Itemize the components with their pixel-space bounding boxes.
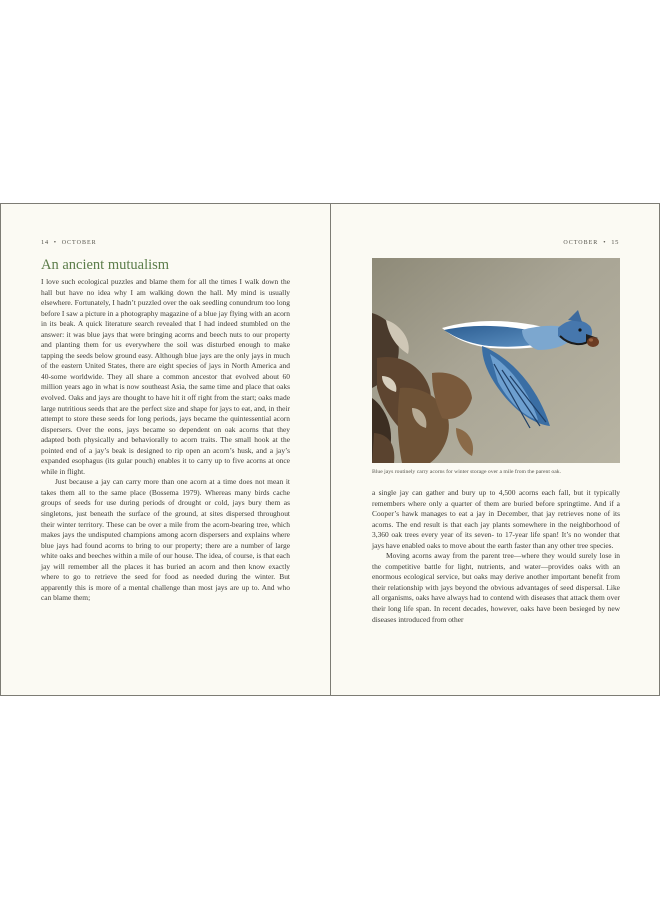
right-running-title: OCTOBER — [563, 240, 599, 246]
blue-jay-photo — [372, 258, 620, 463]
right-running-head — [563, 239, 619, 246]
right-paragraph-1: a single jay can gather and bury up to 4,500 acorns each fall, but it typically remembers where only a quarter of them are buried before springtime. And if a Cooper’s hawk manages to eat a jay in December, that jay retrieves none of its acorns. The end result is that each jay plants somewhere in the neighborhood of 3,360 oak trees every year of its seven- to 17-year life span! It’s no wonder that jays have enabled oaks to move about the earth faster than any other tree species. — [372, 488, 620, 550]
section-title: An ancient mutualism — [41, 257, 170, 273]
right-folio: 15 — [611, 239, 619, 246]
book-spread — [0, 203, 660, 698]
left-folio: 14 — [41, 239, 49, 246]
photo-caption: Blue jays routinely carry acorns for winter storage over a mile from the parent oak. — [372, 469, 562, 475]
left-running-head — [41, 239, 97, 246]
right-page — [330, 203, 660, 696]
left-page — [0, 203, 331, 696]
right-paragraph-2: Moving acorns away from the parent tree—where they would surely lose in the competitive battle for light, nutrients, and water—provides oaks with an enormous ecological service, but oaks may derive another important benefit from their relationship with jays beyond the obvious advantages of seed dispersal. Like all organisms, oaks have always had to contend with diseases that attack them over their long life span. In recent decades, however, oaks have been besieged by new diseases introduced from other — [372, 551, 620, 624]
left-paragraph-1: I love such ecological puzzles and blame them for all the times I walk down the hall but have no idea why I am walking down the hall. My mind is usually elsewhere. Fortunately, I hadn’t puzzled over the oak seedling conundrum too long before I saw a picture in a photography magazine of a blue jay flying with an acorn in its beak. A quick literature search revealed that I had indeed stumbled on the answer: it was blue jays that were bringing acorns and beech nuts to our property and planting them for us everywhere the soil was disturbed enough to make tapping the seeds below ground easy. Although blue jays are the only jays in much of the eastern United States, there are eight species of jays in North America and 40-some worldwide. They all share a common ancestor that evolved about 60 million years ago in what is now southeast Asia, the same time and place that oaks evolved. Oaks and jays are thought to have hit it off right from the start; oaks made large nutritious seeds that are the perfect size and shape for jays to eat, and, in their attempt to store these seeds for long periods, jays became the quintessential acorn dispersers. Over the eons, jays became so dependent on oak acorns that they adapted both physically and behaviorally to acorn traits. The small hook at the pointed end of a jay’s beak is designed to rip open an acorn’s husk, and a jay’s expanded esophagus (its gular pouch) enables it to carry up to five acorns at once while in flight. — [41, 277, 290, 476]
right-body-text — [372, 488, 620, 625]
right-head-separator: • — [603, 239, 607, 246]
left-running-title: OCTOBER — [61, 240, 97, 246]
left-body-text — [41, 277, 290, 604]
left-head-separator: • — [53, 239, 57, 246]
left-paragraph-2: Just because a jay can carry more than one acorn at a time does not mean it takes them all to the same place (Bossema 1979). Whereas many birds cache groups of seeds for use during periods of drought or cold, jays bury them as singletons, just beneath the surface of the ground, at sites dispersed throughout their winter territory. These can be over a mile from the acorn-bearing tree, which makes jays the undisputed champions among acorn dispersers and explains where blue jays had found acorns to bring to our property; there are a number of large white oaks and beeches within a mile of our house. The idea, of course, is that each jay will remember all the places it has buried an acorn and then know exactly where to go to retrieve the seed for food as needed during the winter. But apparently this is more of a mental challenge than most jays are up to. And who can blame them; — [41, 477, 290, 603]
